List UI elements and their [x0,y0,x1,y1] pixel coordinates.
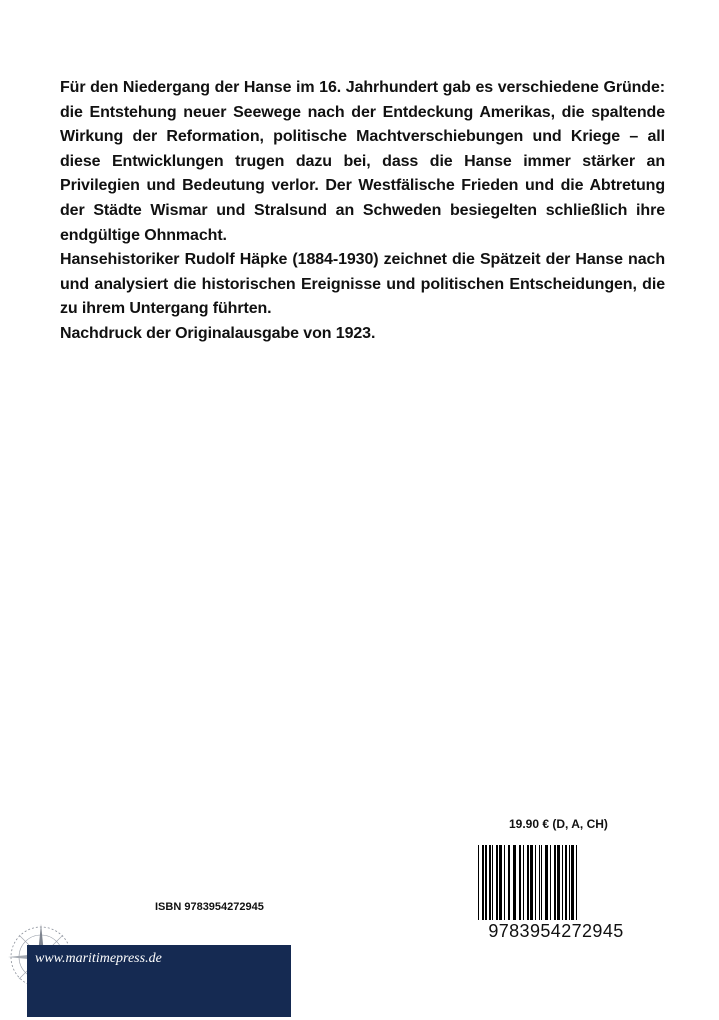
barcode-digits: 9783954272945 [476,920,636,942]
description-paragraph-2: Hansehistoriker Rudolf Häpke (1884-1930) zeichnet die Spätzeit der Hanse nach und analysiert die historischen Ereignisse und politischen Entscheidungen, die zu ihrem Untergang führten. [60,251,665,318]
isbn-label: ISBN 9783954272945 [155,901,264,913]
publisher-url: www.maritimepress.de [35,951,162,966]
book-description [60,76,665,347]
barcode [476,845,636,949]
barcode-bars-icon [476,845,636,925]
price-label: 19.90 € (D, A, CH) [509,817,608,831]
description-paragraph-1: Für den Niedergang der Hanse im 16. Jahrhundert gab es verschiedene Gründe: die Entstehung neuer Seewege nach der Entdeckung Amerikas, die spaltende Wirkung der Reformation, politische Machtverschiebungen und Kriege – all diese Entwicklungen trugen dazu bei, dass die Hanse immer stärker an Privilegien und Bedeutung verlor. Der Westfälische Frieden und die Abtretung der Städte Wismar und Stralsund an Schweden besiegelten schließlich ihre endgültige Ohnmacht. [60,79,665,244]
description-paragraph-3: Nachdruck der Originalausgabe von 1923. [60,324,376,342]
